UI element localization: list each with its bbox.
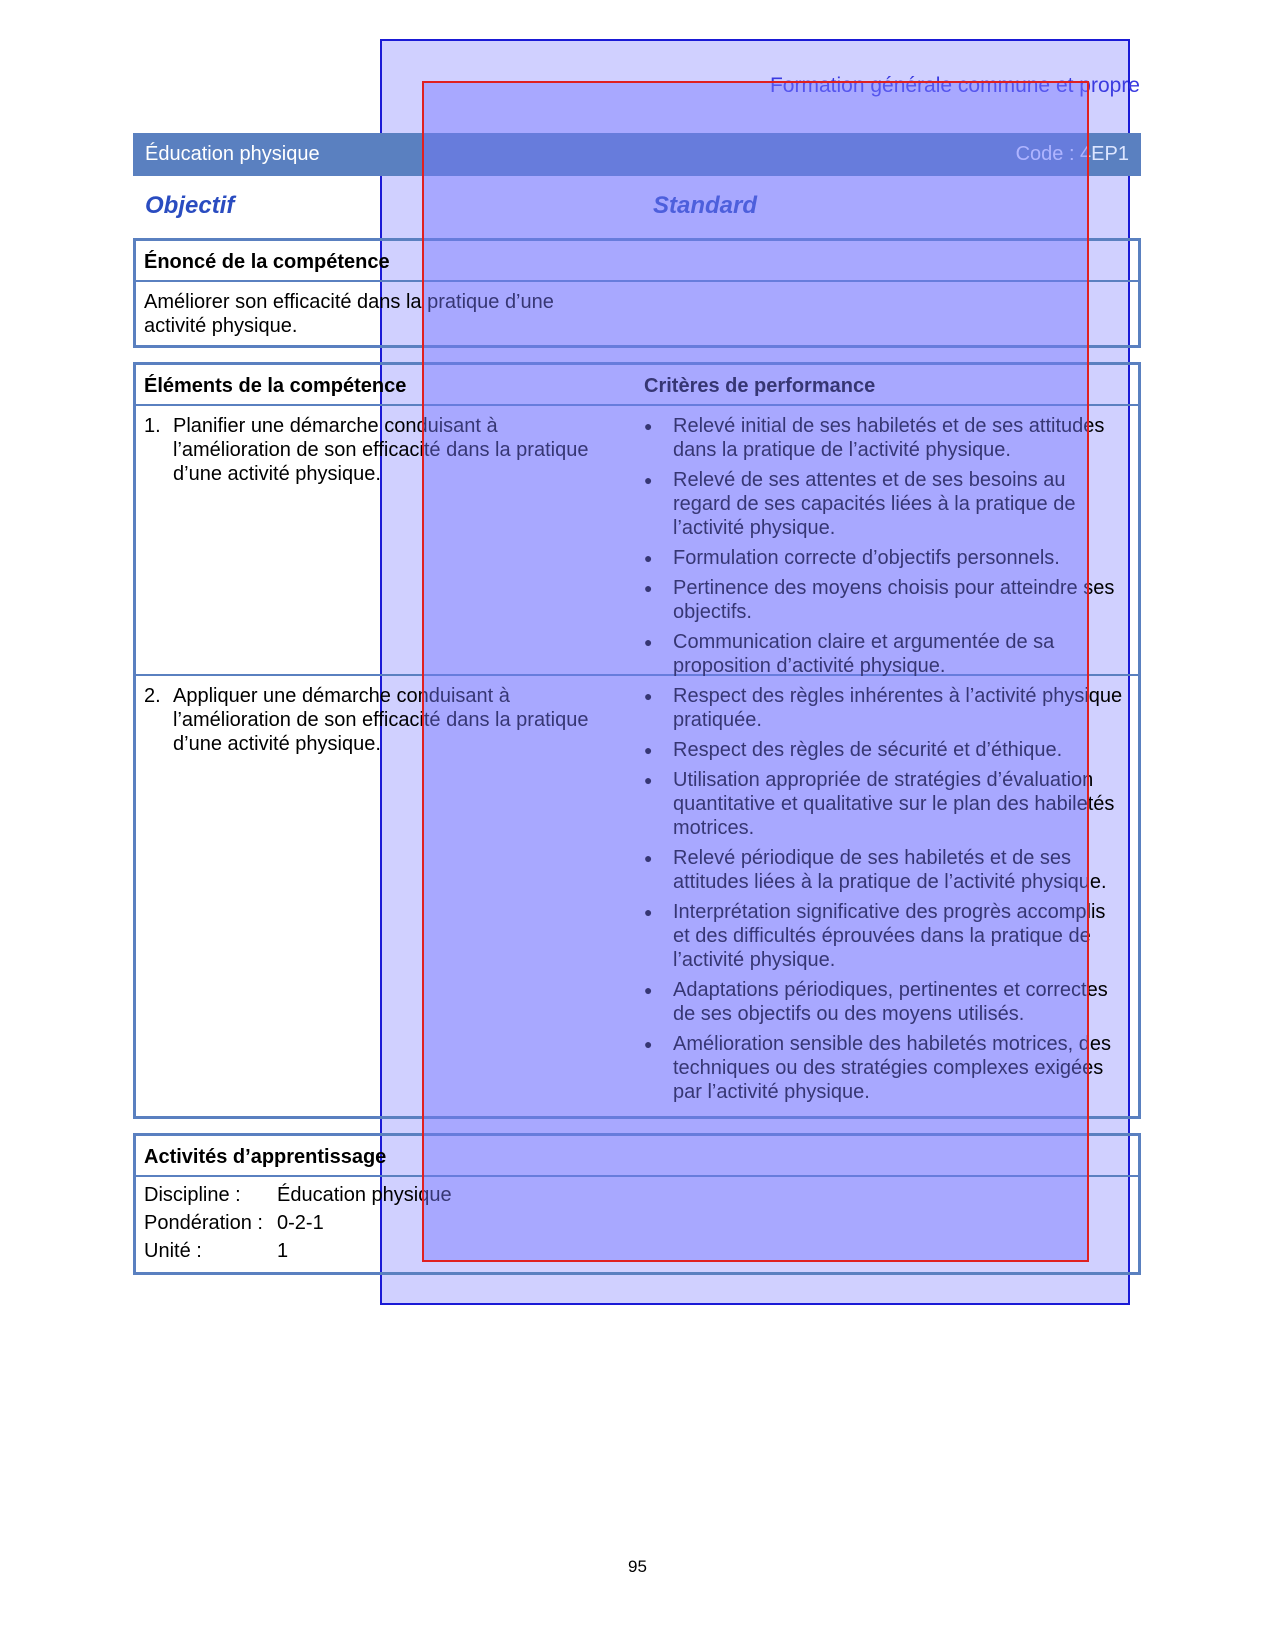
criterion: ● Utilisation appropriée de stratégies d’évaluation quantitative et qualitative sur le plan des habiletés motrices. — [644, 769, 1115, 839]
selection-overlay-inner — [422, 81, 1089, 1262]
bullet-icon: ● — [644, 850, 653, 866]
criterion: ● Pertinence des moyens choisis pour atteindre ses objectifs. — [644, 577, 1115, 623]
element-text: Appliquer une démarche conduisant à l’amélioration de son efficacité dans la pratique d’une activité physique. — [173, 685, 589, 755]
criterion: ● Relevé initial de ses habiletés et de ses attitudes dans la pratique de l’activité physique. — [644, 415, 1105, 461]
course-code: Code : 4EP1 — [1015, 143, 1129, 165]
bullet-icon: ● — [644, 580, 653, 596]
bullet-icon: ● — [644, 688, 653, 704]
bullet-icon: ● — [644, 634, 653, 650]
criterion: ● Amélioration sensible des habiletés motrices, des techniques ou des stratégies complexes exigées par l’activité physique. — [644, 1033, 1111, 1103]
criterion: ● Adaptations périodiques, pertinentes et correctes de ses objectifs ou des moyens utilisés. — [644, 979, 1108, 1025]
bullet-icon: ● — [644, 904, 653, 920]
criterion: ● Communication claire et argumentée de sa proposition d’activité physique. — [644, 631, 1055, 677]
bullet-icon: ● — [644, 1036, 653, 1052]
enonce-text: Améliorer son efficacité dans la pratique d’une activité physique. — [144, 291, 554, 337]
criterion: ● Relevé de ses attentes et de ses besoins au regard de ses capacités liées à la pratique de l’activité physique. — [644, 469, 1076, 539]
discipline-row: Discipline : Éducation physique — [144, 1183, 452, 1206]
enonce-heading: Énoncé de la compétence — [136, 241, 1138, 282]
criterion: ● Respect des règles de sécurité et d’éthique. — [644, 739, 1063, 761]
activites-heading: Activités d’apprentissage — [136, 1136, 1138, 1177]
unite-row: Unité : 1 — [144, 1239, 289, 1262]
objectif-label: Objectif — [145, 192, 235, 219]
element-number: 1. — [144, 415, 161, 437]
element-text: Planifier une démarche conduisant à l’amélioration de son efficacité dans la pratique d’une activité physique. — [173, 415, 589, 485]
criterion: ● Interprétation significative des progrès accomplis et des difficultés éprouvées dans la pratique de l’activité physique. — [644, 901, 1106, 971]
program-header: Formation générale commune et propre — [769, 74, 1140, 97]
bullet-icon: ● — [644, 982, 653, 998]
criterion: ● Relevé périodique de ses habiletés et de ses attitudes liées à la pratique de l’activité physique. — [644, 847, 1107, 893]
bullet-icon: ● — [644, 418, 653, 434]
elements-heading: Éléments de la compétence — [144, 375, 407, 397]
standard-label: Standard — [653, 192, 758, 219]
bullet-icon: ● — [644, 550, 653, 566]
element-number: 2. — [144, 685, 161, 707]
discipline-title: Éducation physique — [145, 143, 320, 165]
bullet-icon: ● — [644, 472, 653, 488]
criteres-heading: Critères de performance — [644, 375, 876, 397]
criterion: ● Respect des règles inhérentes à l’activité physique pratiquée. — [644, 685, 1123, 731]
ponderation-row: Pondération : 0-2-1 — [144, 1211, 324, 1234]
page-number: 95 — [628, 1557, 647, 1576]
bullet-icon: ● — [644, 772, 653, 788]
criterion: ● Formulation correcte d’objectifs personnels. — [644, 547, 1060, 569]
bullet-icon: ● — [644, 742, 653, 758]
